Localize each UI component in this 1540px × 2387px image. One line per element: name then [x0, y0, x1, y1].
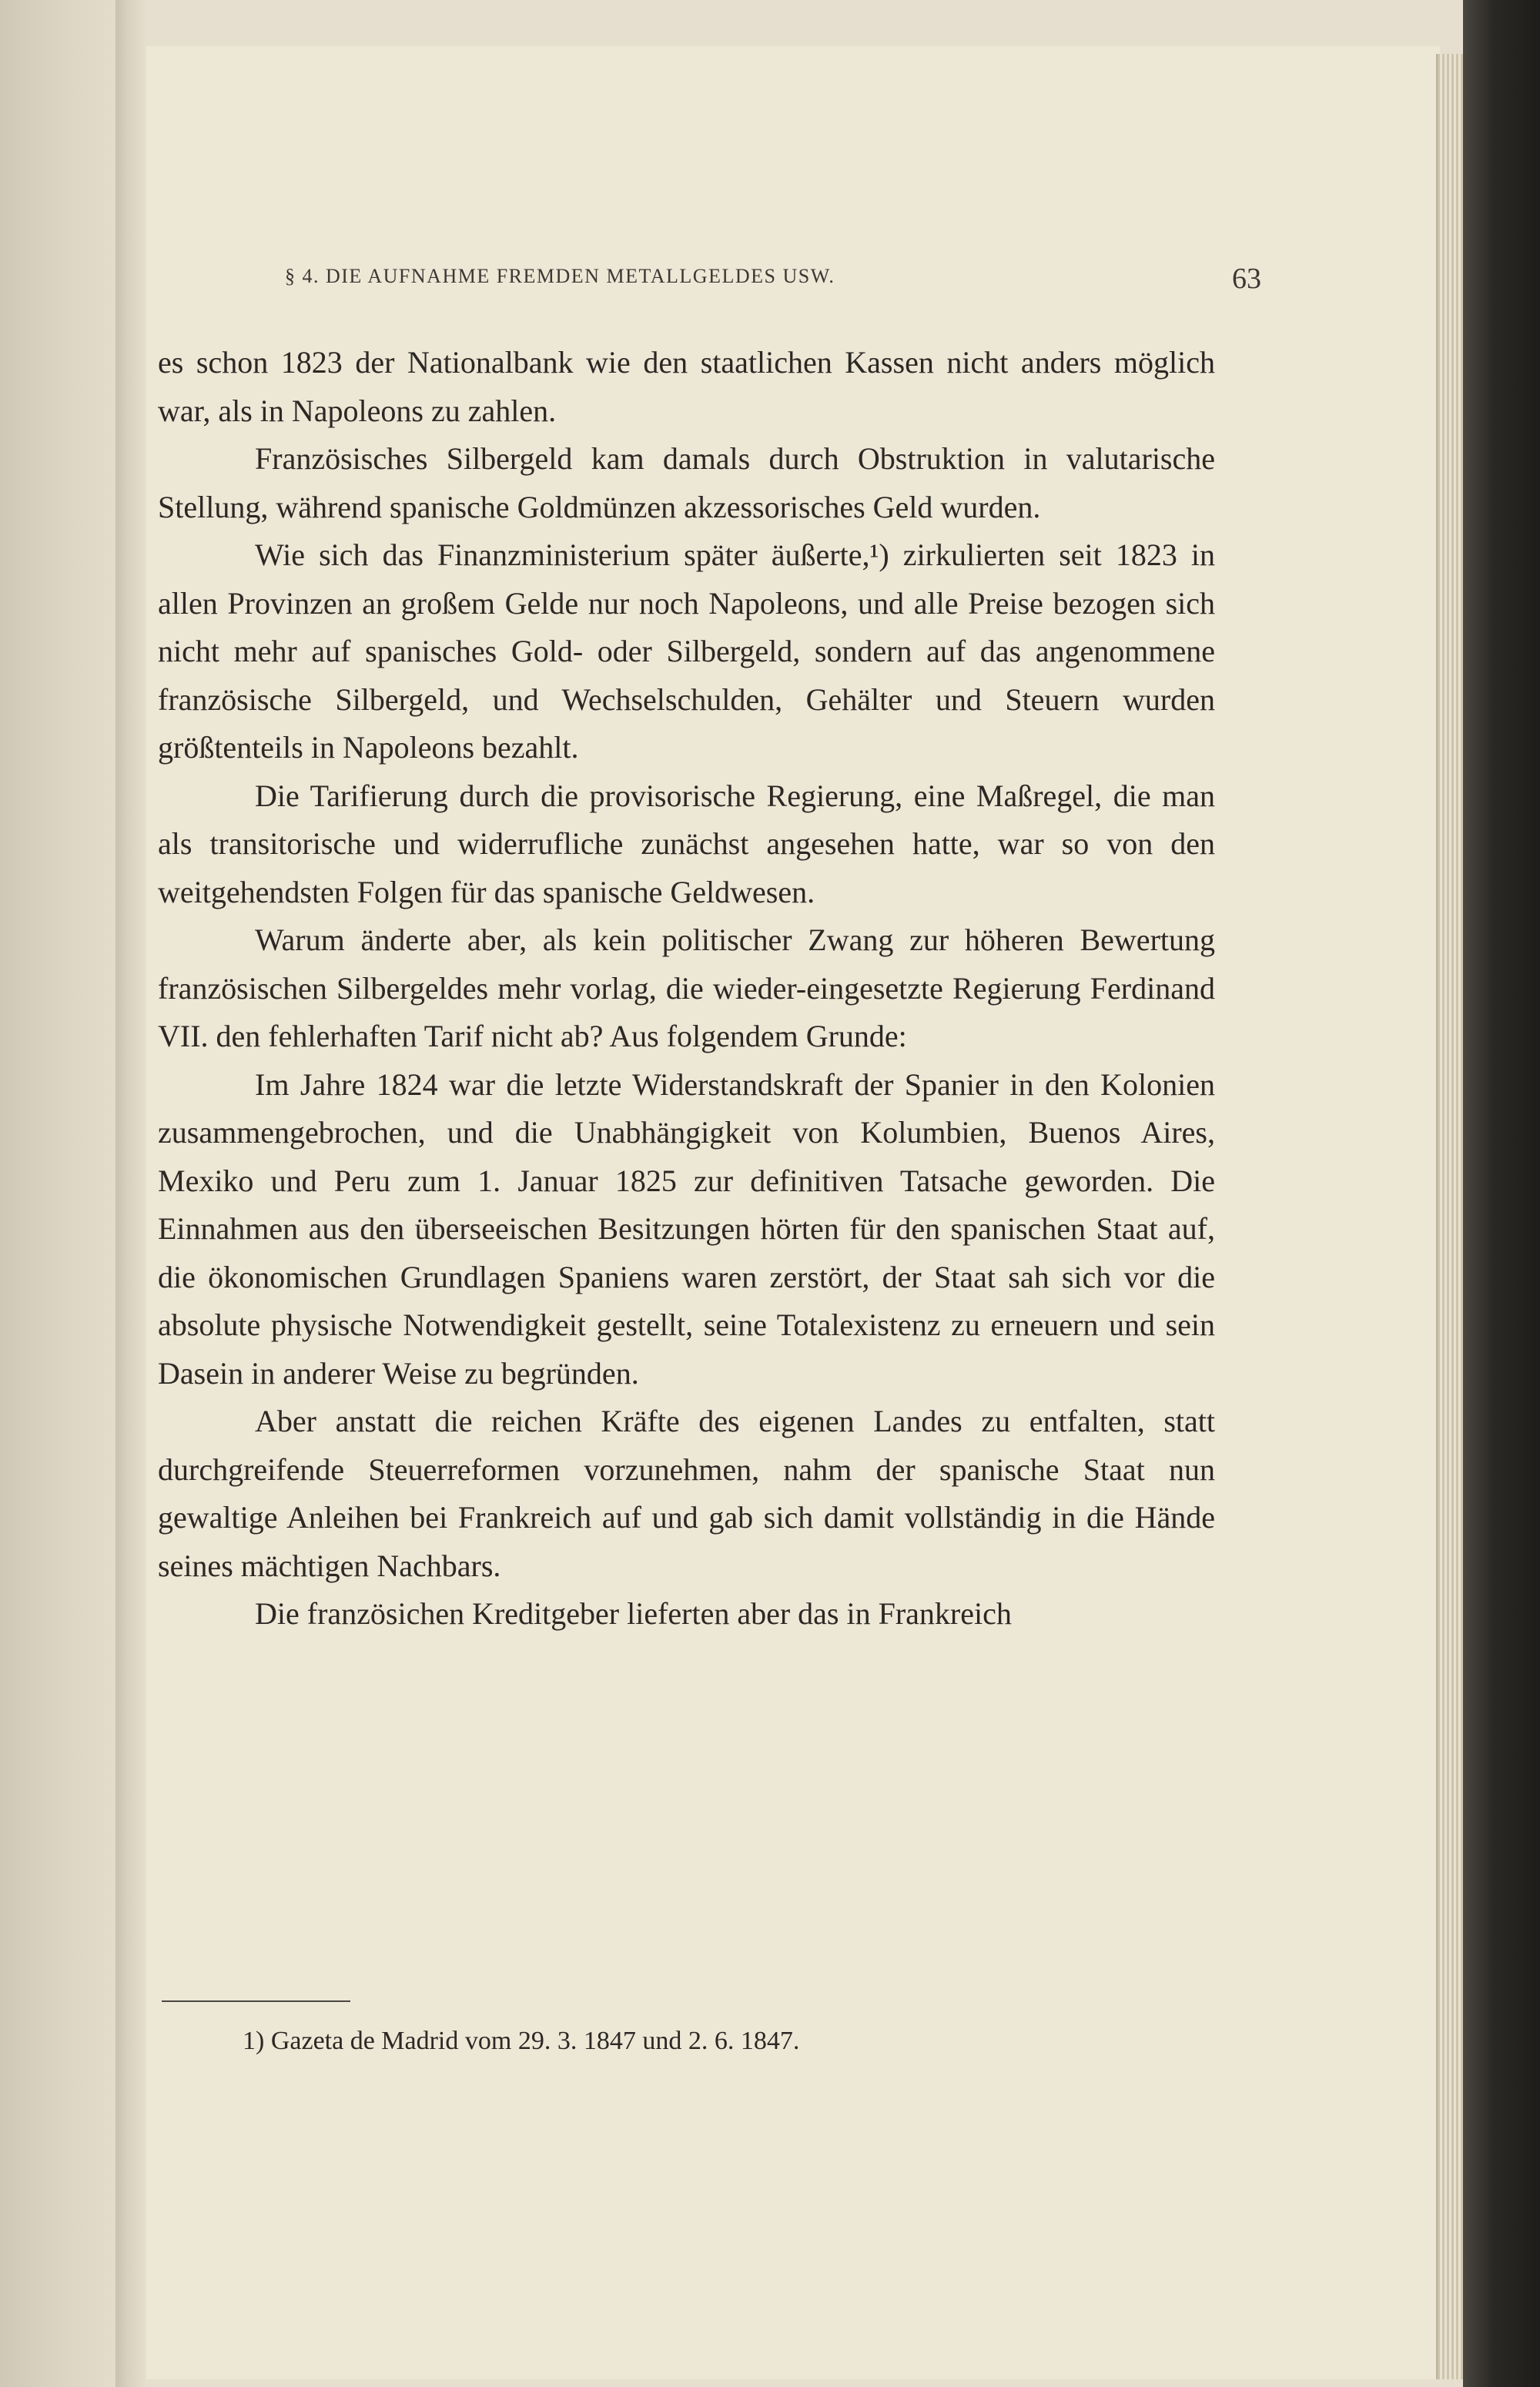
paragraph: Aber anstatt die reichen Kräfte des eigenen Landes zu entfalten, statt durchgreifende Steuerreformen vorzunehmen, nahm der spanische Staat nun gewaltige Anleihen bei Frankreich auf und gab sich damit vollständig in die Hände seines mächtigen Nachbars.: [158, 1404, 1215, 1583]
paragraph: Wie sich das Finanzministerium später äußerte,¹) zirkulierten seit 1823 in allen Provinzen an großem Gelde nur noch Napoleons, und alle Preise bezogen sich nicht mehr auf spanisches Gold- oder Silbergeld, sondern auf das angenommene französische Silbergeld, und Wechselschulden, Gehälter und Steuern wurden größtenteils in Napoleons bezahlt.: [158, 537, 1215, 765]
footnote-marker: 1): [243, 2027, 265, 2055]
footnote-text: Gazeta de Madrid vom 29. 3. 1847 und 2. 6. 1847.: [270, 2027, 800, 2055]
paragraph: Die französichen Kreditgeber lieferten aber das in Frankreich: [255, 1596, 1012, 1631]
paragraph: Im Jahre 1824 war die letzte Widerstandskraft der Spanier in den Kolonien zusammengebrochen, und die Unabhängigkeit von Kolumbien, Buenos Aires, Mexiko und Peru zum 1. Januar 1825 zur definitiven Tatsache geworden. Die Einnahmen aus den überseeischen Besitzungen hörten für den spanischen Staat auf, die ökonomischen Grundlagen Spaniens waren zerstört, der Staat sah sich vor die absolute physische Notwendigkeit gestellt, seine Totalexistenz zu erneuern und sein Dasein in anderer Weise zu begründen.: [158, 1066, 1215, 1391]
paragraph: Warum änderte aber, als kein politischer Zwang zur höheren Bewertung französischen Silbergeldes mehr vorlag, die wieder-eingesetzte Regierung Ferdinand VII. den fehlerhaften Tarif nicht ab? Aus folgendem Grunde:: [158, 922, 1215, 1053]
book-gutter: [116, 0, 146, 2387]
footnote-rule: [162, 2000, 350, 2002]
facing-page-edge: [0, 0, 116, 2387]
paragraph: Die Tarifierung durch die provisorische Regierung, eine Maßregel, die man als transitorische und widerrufliche zunächst angesehen hatte, war so von den weitgehendsten Folgen für das spanische Geldwesen.: [158, 778, 1215, 909]
paragraph: es schon 1823 der Nationalbank wie den staatlichen Kassen nicht anders möglich war, als in Napoleons zu zahlen.: [158, 345, 1215, 428]
running-head: [285, 262, 1261, 293]
scan-background: [1463, 0, 1540, 2387]
page-number: 63: [1232, 263, 1261, 295]
running-title: § 4. DIE AUFNAHME FREMDEN METALLGELDES USW.: [285, 265, 835, 287]
body-text: [158, 339, 1215, 1639]
footnote: [243, 2027, 799, 2056]
paragraph: Französisches Silbergeld kam damals durch Obstruktion in valutarische Stellung, während spanische Goldmünzen akzessorisches Geld wurden.: [158, 441, 1215, 524]
